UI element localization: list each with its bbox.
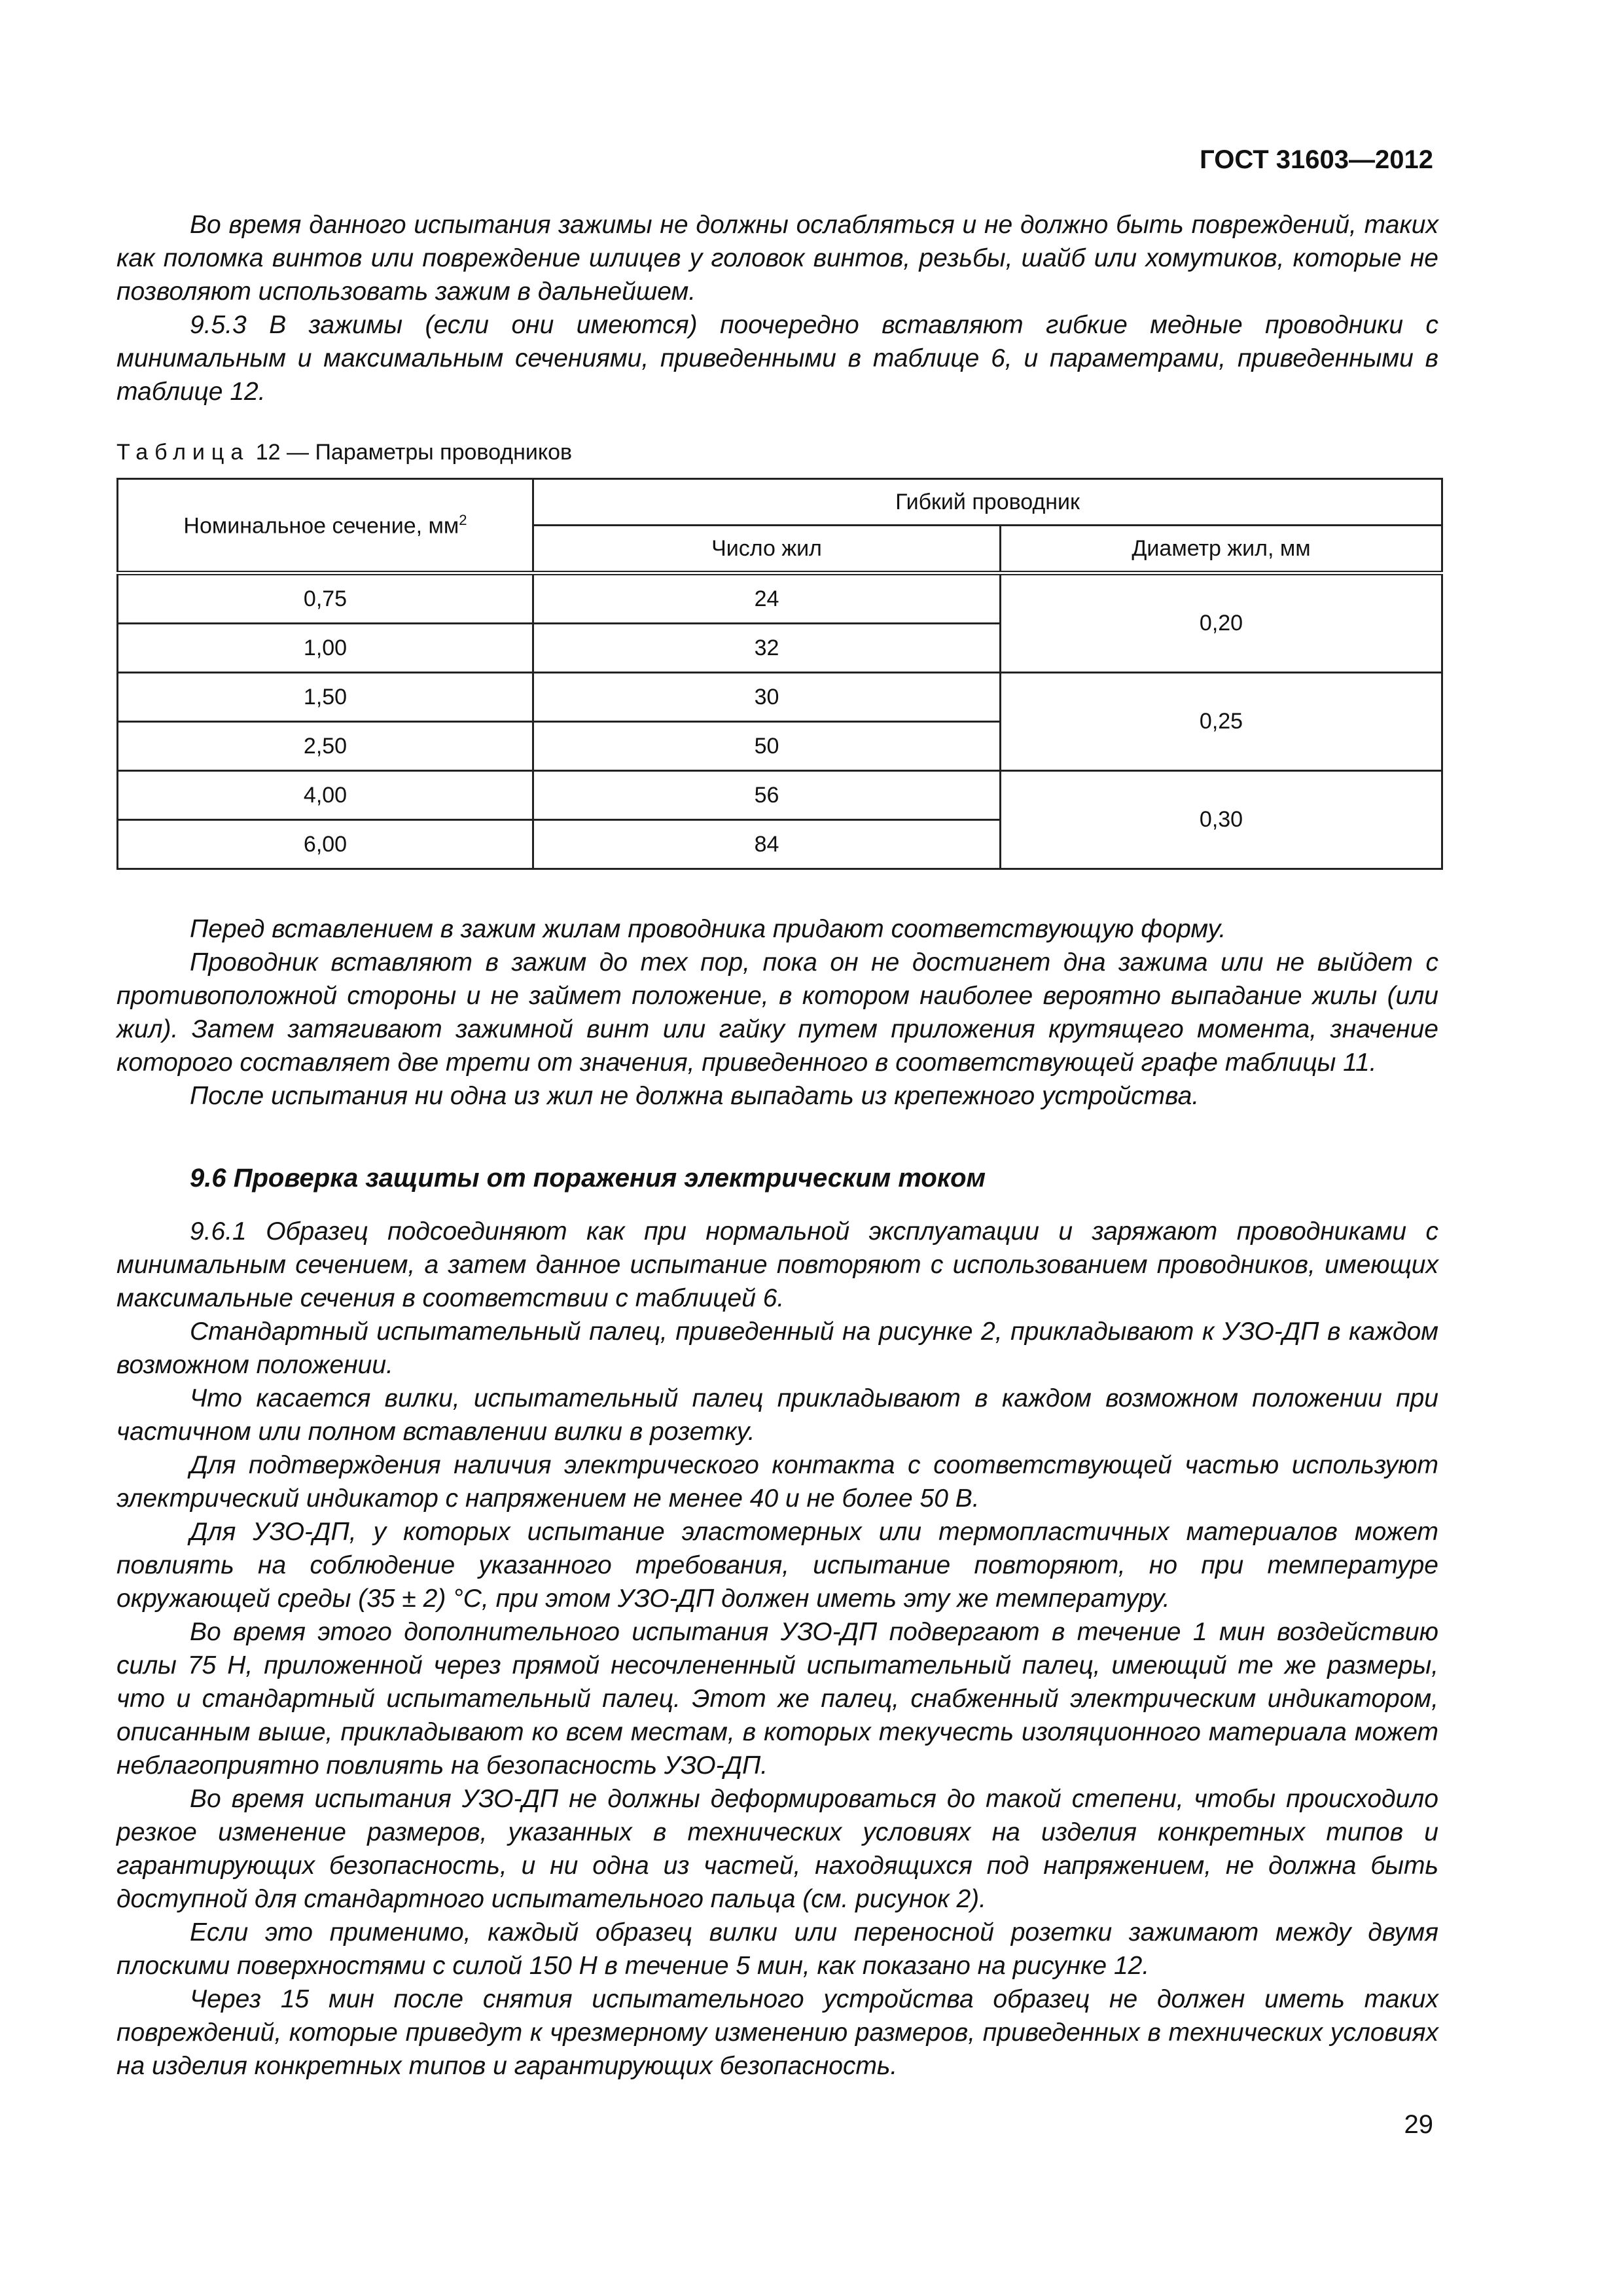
cell-section: 6,00 — [118, 820, 533, 869]
intro-text — [116, 208, 1438, 408]
cell-strands: 84 — [533, 820, 1001, 869]
paragraph: Проводник вставляют в зажим до тех пор, пока он не достигнет дна зажима или не выйдет с противоположной стороны и не займет положение, в котором наиболее вероятно выпадание жилы (или жил). Затем затягивают зажимной винт или гайку путем приложения крутящего момента, значение которого составляет две трети от значения, приведенного в соответствующей графе таблицы 11. — [116, 948, 1438, 1077]
header-strand-count: Число жил — [533, 526, 1001, 573]
paragraph: Перед вставлением в зажим жилам проводника придают соответствующую форму. — [190, 915, 1226, 943]
paragraph: 9.6.1 Образец подсоединяют как при нормальной эксплуатации и заряжают проводниками с минимальным сечением, а затем данное испытание повторяют с использованием проводников, имеющих максимальные сечения в соответствии с таблицей 6. — [116, 1217, 1438, 1312]
table-caption-title: 12 — Параметры проводников — [255, 440, 573, 465]
page-number: 29 — [1404, 2110, 1433, 2139]
header-strand-diameter: Диаметр жил, мм — [1001, 526, 1442, 573]
table-row — [118, 573, 1442, 624]
cell-strands: 24 — [533, 573, 1001, 624]
paragraph: 9.5.3 В зажимы (если они имеются) поочередно вставляют гибкие медные проводники с минимальным и максимальным сечениями, приведенными в таблице 6, и параметрами, приведенными в таблице 12. — [116, 311, 1438, 406]
cell-diameter: 0,30 — [1001, 771, 1442, 869]
header-flexible-conductor: Гибкий проводник — [533, 479, 1442, 526]
paragraph: Если это применимо, каждый образец вилки или переносной розетки зажимают между двумя плоскими поверхностями с силой 150 Н в течение 5 мин, как показано на рисунке 12. — [116, 1918, 1438, 1980]
conductor-parameters-table — [116, 478, 1443, 870]
document-number: ГОСТ 31603—2012 — [1200, 145, 1433, 174]
paragraph: Для подтверждения наличия электрического контакта с соответствующей частью используют электрический индикатор с напряжением не менее 40 и не более 50 В. — [116, 1451, 1438, 1513]
after-table-text — [116, 912, 1438, 1113]
section-text — [116, 1215, 1438, 2083]
table-caption — [116, 440, 572, 465]
cell-diameter: 0,25 — [1001, 673, 1442, 771]
paragraph: После испытания ни одна из жил не должна выпадать из крепежного устройства. — [190, 1082, 1200, 1110]
cell-section: 1,00 — [118, 624, 533, 673]
paragraph: Во время данного испытания зажимы не должны ослабляться и не должно быть повреждений, таких как поломка винтов или повреждение шлицев у головок винтов, резьбы, шайб или хомутиков, которые не позволяют использовать зажим в дальнейшем. — [116, 211, 1438, 306]
table-row — [118, 673, 1442, 722]
cell-section: 4,00 — [118, 771, 533, 820]
header-nominal-section: Номинальное сечение, $мм^2$ — [118, 479, 533, 573]
table-row — [118, 771, 1442, 820]
paragraph: Что касается вилки, испытательный палец прикладывают в каждом возможном положении при частичном или полном вставлении вилки в розетку. — [116, 1384, 1438, 1446]
paragraph: Стандартный испытательный палец, приведенный на рисунке 2, прикладывают к УЗО-ДП в каждом возможном положении. — [116, 1318, 1438, 1379]
table-caption-word: Таблица — [116, 440, 250, 465]
cell-diameter: 0,20 — [1001, 573, 1442, 673]
cell-section: 0,75 — [118, 573, 533, 624]
cell-strands: 32 — [533, 624, 1001, 673]
paragraph: Во время этого дополнительного испытания УЗО-ДП подвергают в течение 1 мин воздействию силы 75 Н, приложенной через прямой несочлененный испытательный палец, имеющий те же размеры, что и стандартный испытательный палец. Этот же палец, снабженный электрическим индикатором, описанным выше, прикладывают ко всем местам, в которых текучесть изоляционного материала может неблагоприятно повлиять на безопасность УЗО-ДП. — [116, 1618, 1438, 1780]
cell-strands: 50 — [533, 722, 1001, 771]
paragraph: Через 15 мин после снятия испытательного устройства образец не должен иметь таких повреждений, которые приведут к чрезмерному изменению размеров, приведенных в технических условиях на изделия конкретных типов и гарантирующих безопасность. — [116, 1985, 1438, 2080]
cell-strands: 30 — [533, 673, 1001, 722]
cell-section: 1,50 — [118, 673, 533, 722]
paragraph: Для УЗО-ДП, у которых испытание эластомерных или термопластичных материалов может повлиять на соблюдение указанного требования, испытание повторяют, но при температуре окружающей среды (35 ± 2) °С, при этом УЗО-ДП должен иметь эту же температуру. — [116, 1518, 1438, 1613]
paragraph: Во время испытания УЗО-ДП не должны деформироваться до такой степени, чтобы происходило резкое изменение размеров, указанных в технических условиях на изделия конкретных типов и гарантирующих безопасность, и ни одна из частей, находящихся под напряжением, не должна быть доступной для стандартного испытательного пальца (см. рисунок 2). — [116, 1785, 1438, 1913]
section-heading: 9.6 Проверка защиты от поражения электрическим током — [190, 1164, 986, 1193]
cell-strands: 56 — [533, 771, 1001, 820]
cell-section: 2,50 — [118, 722, 533, 771]
